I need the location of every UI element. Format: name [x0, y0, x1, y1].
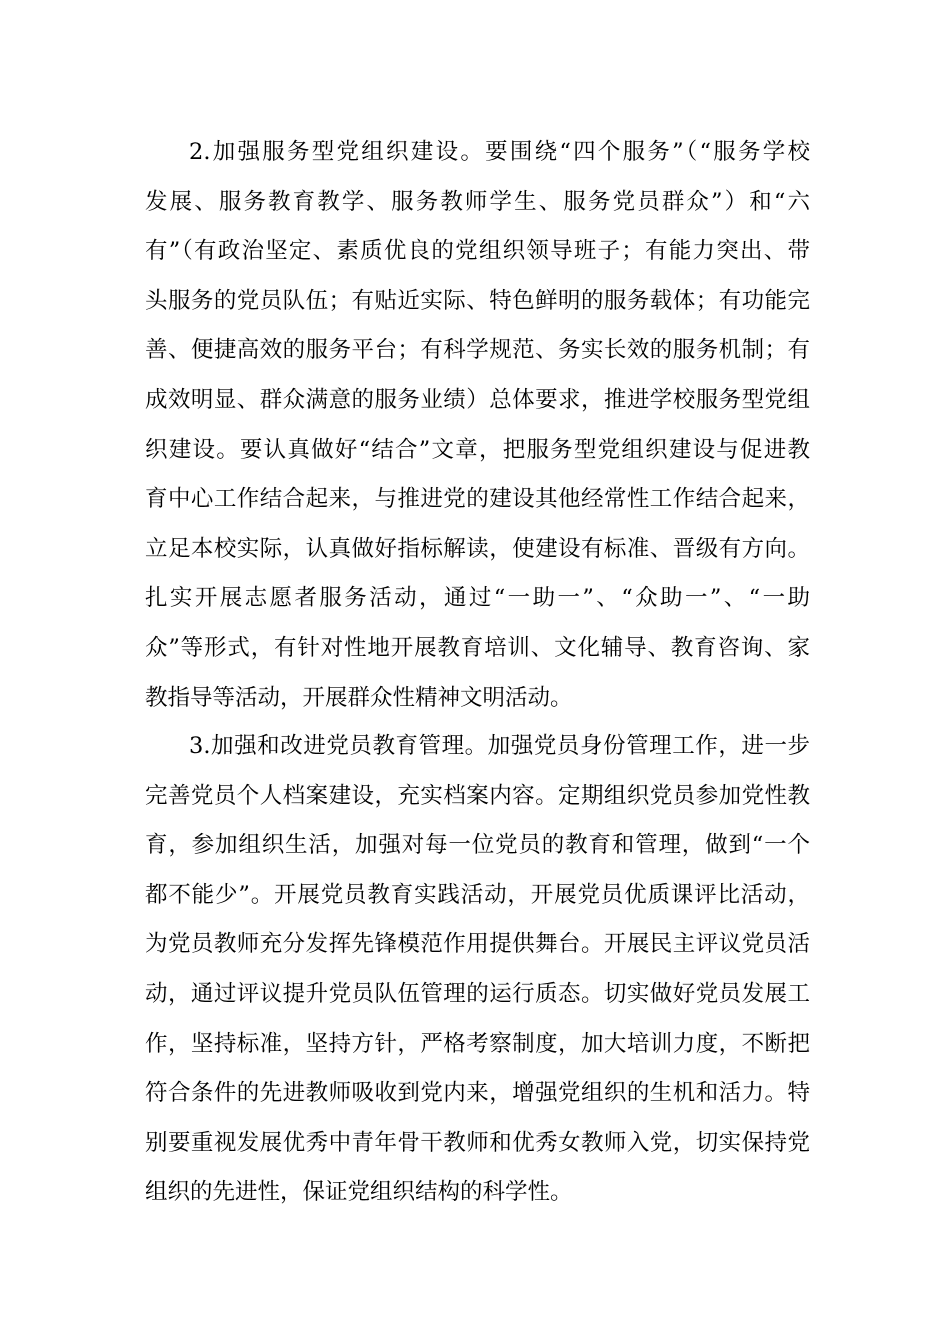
paragraph-party-member-education: [145, 722, 810, 1218]
paragraph-line: 发展、服务教育教学、服务教师学生、服务党员群众”）和“六: [145, 188, 810, 215]
paragraph-line: 教指导等活动，开展群众性精神文明活动。: [145, 684, 573, 711]
paragraph-line: 善、便捷高效的服务平台；有科学规范、务实长效的服务机制；有: [145, 337, 810, 364]
paragraph-line: 织建设。要认真做好“结合”文章，把服务型党组织建设与促进教: [145, 436, 810, 463]
paragraph-line: 育中心工作结合起来，与推进党的建设其他经常性工作结合起来，: [145, 486, 810, 513]
paragraph-service-party-organization: [145, 128, 810, 723]
paragraph-line: 众”等形式，有针对性地开展教育培训、文化辅导、教育咨询、家: [145, 634, 810, 661]
paragraph-line: 有”（有政治坚定、素质优良的党组织领导班子；有能力突出、带: [145, 238, 810, 265]
paragraph-line: 作，坚持标准，坚持方针，严格考察制度，加大培训力度，不断把: [145, 1030, 810, 1057]
paragraph-line: 符合条件的先进教师吸收到党内来，增强党组织的生机和活力。特: [145, 1080, 810, 1107]
paragraph-line: 动，通过评议提升党员队伍管理的运行质态。切实做好党员发展工: [145, 980, 810, 1007]
paragraph-line: 组织的先进性，保证党组织结构的科学性。: [145, 1179, 573, 1206]
paragraph-line: 成效明显、群众满意的服务业绩）总体要求，推进学校服务型党组: [145, 386, 810, 413]
paragraph-line: 2.加强服务型党组织建设。要围绕“四个服务”（“服务学校: [189, 139, 810, 165]
paragraph-line: 都不能少”。开展党员教育实践活动，开展党员优质课评比活动，: [145, 881, 810, 908]
paragraph-line: 3.加强和改进党员教育管理。加强党员身份管理工作，进一步: [189, 733, 810, 759]
paragraph-line: 完善党员个人档案建设，充实档案内容。定期组织党员参加党性教: [145, 782, 810, 809]
paragraph-line: 扎实开展志愿者服务活动，通过“一助一”、“众助一”、“一助: [145, 585, 810, 612]
paragraph-line: 头服务的党员队伍；有贴近实际、特色鲜明的服务载体；有功能完: [145, 287, 810, 314]
paragraph-line: 别要重视发展优秀中青年骨干教师和优秀女教师入党，切实保持党: [145, 1129, 810, 1156]
paragraph-line: 育，参加组织生活，加强对每一位党员的教育和管理，做到“一个: [145, 832, 810, 859]
paragraph-line: 立足本校实际，认真做好指标解读，使建设有标准、晋级有方向。: [145, 535, 810, 562]
paragraph-line: 为党员教师充分发挥先锋模范作用提供舞台。开展民主评议党员活: [145, 931, 810, 958]
